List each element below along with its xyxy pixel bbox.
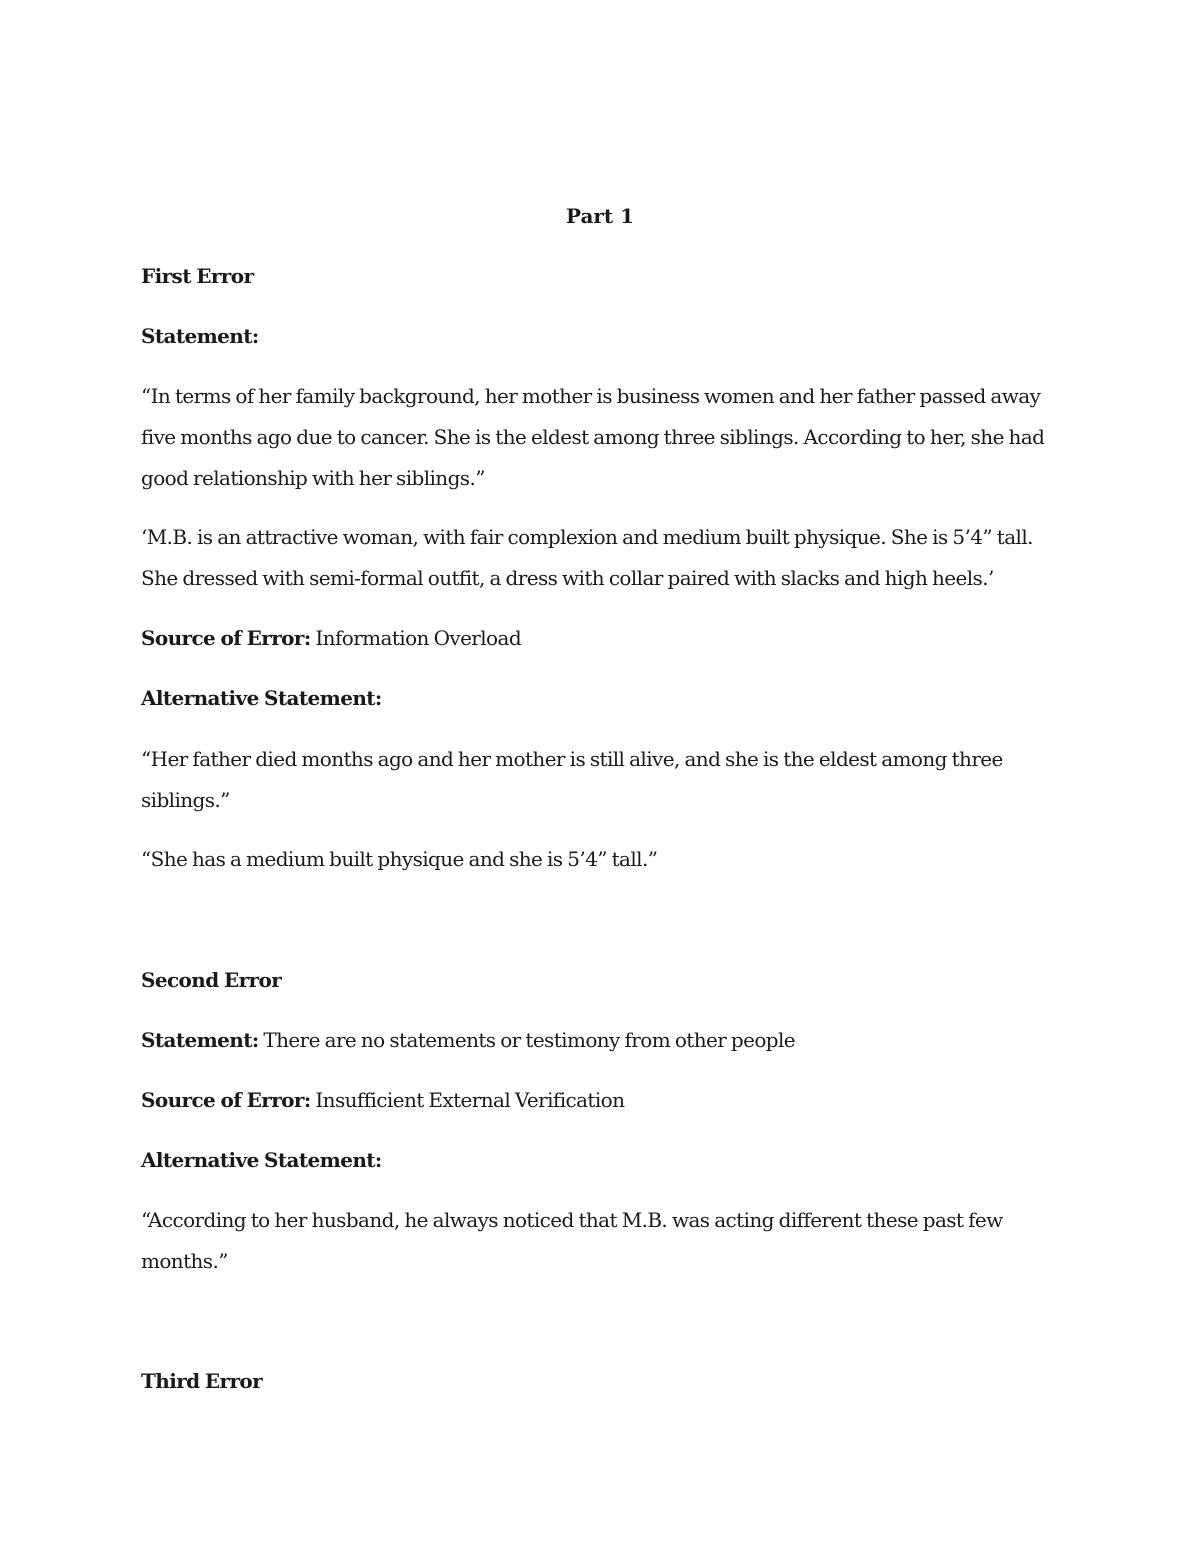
first-error-statement-paragraph-2 — [141, 517, 1061, 599]
text-line: months.” — [141, 1249, 228, 1273]
text-line: good relationship with her siblings.” — [141, 466, 485, 490]
third-error-heading: Third Error — [141, 1369, 263, 1393]
second-error-source — [141, 1080, 1061, 1121]
text-line: siblings.” — [141, 788, 230, 812]
statement-value: There are no statements or testimony from other people — [258, 1028, 796, 1052]
source-value: Information Overload — [310, 626, 522, 650]
first-error-alternative-paragraph-1 — [141, 739, 1061, 821]
text-line: She dressed with semi-formal outfit, a dress with collar paired with slacks and high heels.’ — [141, 566, 994, 590]
first-error-source — [141, 618, 1061, 659]
first-error-heading: First Error — [141, 264, 254, 288]
second-error-heading: Second Error — [141, 968, 282, 992]
text-line: “In terms of her family background, her mother is business women and her father passed away — [141, 384, 1041, 408]
first-error-alternative-paragraph-2 — [141, 839, 1061, 880]
text-line: ‘M.B. is an attractive woman, with fair complexion and medium built physique. She is 5’4” tall. — [141, 525, 1033, 549]
source-value: Insufficient External Verification — [310, 1088, 625, 1112]
text-line: “According to her husband, he always noticed that M.B. was acting different these past few — [141, 1208, 1003, 1232]
text-line: five months ago due to cancer. She is the eldest among three siblings. According to her, she had — [141, 425, 1045, 449]
first-error-statement-label: Statement: — [141, 324, 259, 348]
statement-label: Statement: — [141, 1028, 259, 1052]
second-error-statement — [141, 1020, 1061, 1061]
second-error-alternative-paragraph-1 — [141, 1200, 1061, 1282]
text-line: “Her father died months ago and her mother is still alive, and she is the eldest among three — [141, 747, 1003, 771]
page-title: Part 1 — [565, 204, 635, 228]
second-error-alternative-label: Alternative Statement: — [141, 1148, 382, 1172]
first-error-alternative-label: Alternative Statement: — [141, 686, 382, 710]
source-label: Source of Error: — [141, 626, 311, 650]
first-error-statement-paragraph-1 — [141, 376, 1061, 499]
source-label: Source of Error: — [141, 1088, 311, 1112]
text-line: “She has a medium built physique and she is 5’4” tall.” — [141, 847, 658, 871]
